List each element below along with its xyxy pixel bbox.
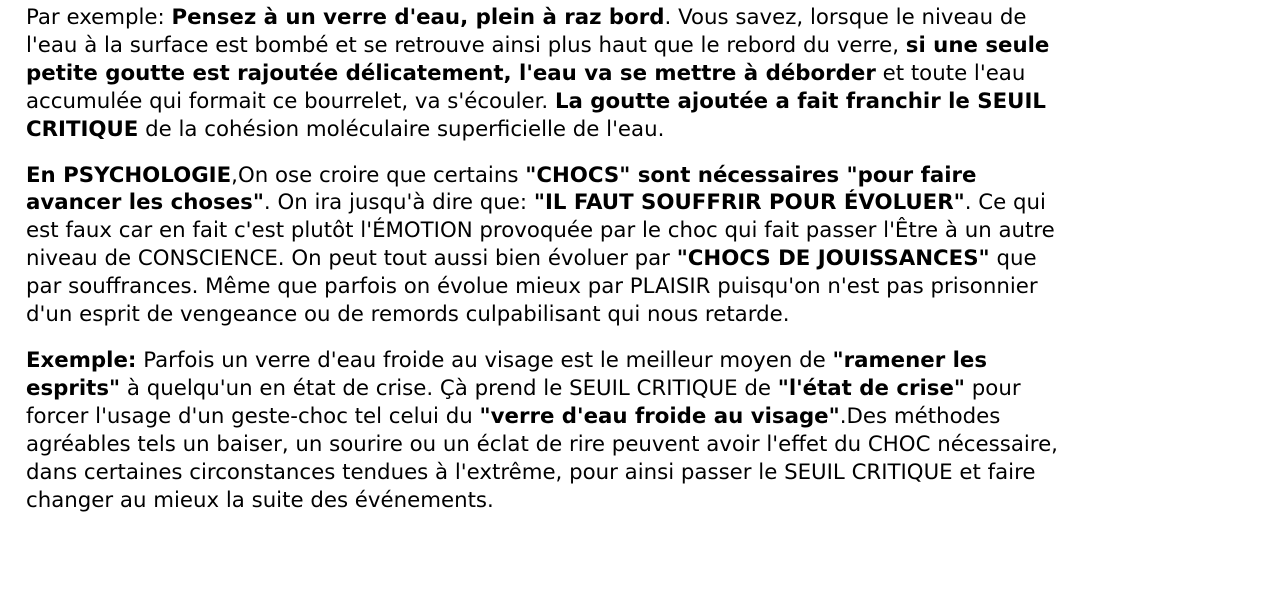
bold-text-segment: La goutte ajoutée a fait franchir le SEUIL CRITIQUE [26, 88, 1046, 142]
bold-text-segment: Exemple: [26, 347, 137, 373]
bold-text-segment: "CHOCS DE JOUISSANCES" [676, 246, 990, 272]
text-segment: à quelqu'un en état de crise. Çà prend le SEUIL CRITIQUE de [120, 375, 778, 401]
bold-text-segment: "verre d'eau froide au visage" [479, 403, 840, 429]
bold-text-segment: "IL FAUT SOUFFRIR POUR ÉVOLUER" [533, 190, 965, 216]
text-segment: ,On ose croire que certains [231, 162, 526, 188]
bold-text-segment: "ramener les esprits" [26, 347, 988, 401]
document-body [26, 4, 1066, 514]
text-segment: Parfois un verre d'eau froide au visage est le meilleur moyen de [136, 347, 833, 373]
text-segment: .Des méthodes agréables tels un baiser, un sourire ou un éclat de rire peuvent avoir l'effet du CHOC nécessaire, dans certaines circonstances tendues à l'extrême, pour ainsi passer le SEUIL CRITIQUE et faire changer au mieux la suite des événements. [26, 403, 1058, 513]
bold-text-segment: "CHOCS" sont nécessaires "pour faire avancer les choses" [26, 162, 977, 216]
paragraph-psychologie [26, 162, 1066, 329]
text-segment: Par exemple: [26, 5, 172, 30]
bold-text-segment: En PSYCHOLOGIE [26, 162, 232, 188]
text-segment: de la cohésion moléculaire superficielle de l'eau. [138, 116, 665, 142]
bold-text-segment: "l'état de crise" [777, 375, 966, 401]
text-segment: . Vous savez, lorsque le niveau de l'eau à la surface est bombé et se retrouve ainsi plus haut que le rebord du verre, [26, 5, 1027, 58]
bold-text-segment: Pensez à un verre d'eau, plein à raz bord [171, 5, 665, 30]
text-segment: que par souffrances. Même que parfois on évolue mieux par PLAISIR puisqu'on n'est pas prisonnier d'un esprit de vengeance ou de remords culpabilisant qui nous retarde. [26, 246, 1038, 328]
bold-text-segment: si une seule petite goutte est rajoutée délicatement, l'eau va se mettre à déborder [26, 32, 1050, 86]
text-segment: . Ce qui est faux car en fait c'est plutôt l'ÉMOTION provoquée par le choc qui fait passer l'Être à un autre niveau de CONSCIENCE. On peut tout aussi bien évoluer par [26, 190, 1055, 272]
text-segment: . On ira jusqu'à dire que: [263, 190, 534, 216]
paragraph-exemple [26, 347, 1066, 514]
paragraph-glass-of-water [26, 4, 1066, 144]
text-segment: pour forcer l'usage d'un geste-choc tel celui du [26, 375, 1021, 429]
text-segment: et toute l'eau accumulée qui formait ce bourrelet, va s'écouler. [26, 60, 1026, 114]
